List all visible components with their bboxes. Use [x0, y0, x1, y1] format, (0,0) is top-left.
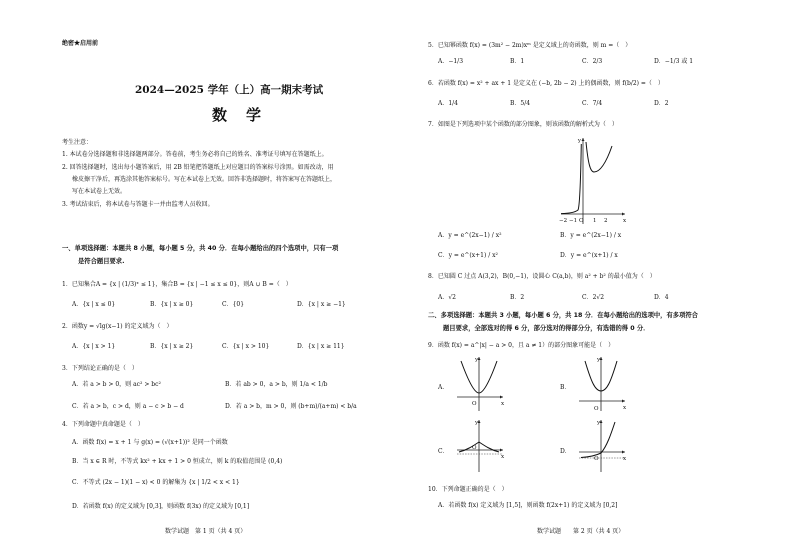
x-axis-label: x [623, 405, 627, 411]
option-c[interactable]: C．不等式 (2x − 1)(1 − x) < 0 的解集为 {x | 1/2 < x < 1} [72, 479, 240, 486]
option-a[interactable]: A．√2 [438, 294, 456, 301]
tick-label: 1 [593, 218, 597, 224]
note-item: 3. 考试结束后，将本试卷与答题卡一并由监考人员收回。 [62, 201, 214, 208]
question-5-stem: 5．已知幂函数 f(x) = (3m² − 2m)xᵐ 是定义域上的奇函数，则 m =（ ） [428, 42, 632, 49]
option-b-label[interactable]: B． [560, 384, 571, 391]
exam-title: 2024—2025 学年（上）高一期末考试 [135, 84, 324, 96]
note-item: 1. 本试卷分选择题和非选择题两部分。答卷前，考生务必将自己的姓名、准考证号填写在答题纸上。 [62, 151, 328, 158]
question-2-stem: 2．函数y = √lg(x−1) 的定义域为（ ） [62, 323, 173, 330]
x-axis-arrow [622, 400, 625, 403]
note-item: 写在本试卷上无效。 [72, 188, 127, 195]
question-8-options [438, 294, 669, 302]
option-a[interactable]: A．若 a > b > 0，则 ac² > bc² [72, 381, 161, 388]
option-d[interactable]: D．若函数 f(x) 的定义域为 [0,3]，则函数 f(3x) 的定义域为 [0,1] [72, 503, 250, 510]
x-axis-label: x [501, 401, 505, 407]
secret-label: 绝密★启用前 [62, 40, 99, 47]
option-c[interactable]: C．y = e^(x+1) / x² [438, 252, 498, 259]
question-10-stem: 10．下列命题正确的是（ ） [428, 486, 508, 493]
section2-title-line2: 题目要求，全部选对的得 6 分，部分选对的得部分分，有选错的得 0 分． [443, 325, 650, 332]
option-b[interactable]: B．若 ab > 0，a > b，则 1/a < 1/b [225, 381, 328, 388]
option-d[interactable]: D．若 a > b，m > 0，则 (b+m)/(a+m) < b/a [225, 403, 357, 410]
x-axis-label: x [623, 218, 627, 224]
section1-title-line2: 是符合题目要求. [78, 258, 125, 265]
question-4-stem: 4．下列命题中真命题是（ ） [62, 421, 144, 428]
origin-label: O [472, 401, 477, 407]
x-axis-arrow [500, 449, 503, 452]
question-1-stem: 1．已知集合A = {x | (1/3)ˣ ≤ 1}，集合B = {x | −1 ≤ x ≤ 0}，则A ∪ B =（ ） [62, 281, 292, 288]
option-b[interactable]: B．5/4 [510, 100, 531, 107]
option-a[interactable]: A．{x | x > 1} [72, 343, 116, 350]
option-d[interactable]: D．−1/3 或 1 [654, 58, 694, 65]
y-axis-arrow [582, 138, 585, 141]
question-2-options [72, 343, 345, 351]
origin-label: O [594, 456, 599, 462]
question-7-stem: 7．如图是下列选项中某个函数的部分图象，则该函数的解析式为（ ） [428, 121, 618, 128]
note-item: 橡皮擦干净后，再选涂其他答案标号。写在本试卷上无效。回答非选择题时，将答案写在答题纸上， [72, 176, 337, 183]
option-a[interactable]: A．{x | x ≤ 0} [72, 301, 116, 308]
y-axis-label: y [597, 420, 601, 426]
x-axis-arrow [622, 213, 625, 216]
curve-right-branch [586, 142, 612, 172]
notes-heading: 考生注意： [62, 139, 93, 146]
option-a[interactable]: A．y = e^(2x−1) / x² [438, 232, 502, 239]
tick-label: −2 [559, 218, 568, 224]
option-c[interactable]: C．若 a > b，c > d，则 a − c > b − d [72, 403, 184, 410]
option-b[interactable]: B．{x | x ≥ 0} [150, 301, 194, 308]
question-7-graph [557, 134, 627, 226]
question-9-stem: 9．函数 f(x) = a^|x| − a > 0，且 a ≠ 1）的部分图象可能是（ ） [428, 342, 615, 349]
option-c[interactable]: C．{x | x > 10} [222, 343, 270, 350]
option-c[interactable]: C．2√2 [582, 294, 605, 301]
question-9-graph-a[interactable] [455, 353, 505, 413]
subject-title: 数 学 [212, 106, 264, 124]
origin-label: O [594, 406, 599, 412]
origin-label: O [579, 218, 584, 224]
option-d[interactable]: D．{x | x ≥ −1} [297, 301, 346, 308]
question-6-options [438, 100, 669, 108]
question-5-options [438, 58, 693, 66]
option-a[interactable]: A．函数 f(x) = x + 1 与 g(x) = (√(x+1))² 是同一个函数 [72, 439, 228, 446]
option-d[interactable]: D．{x | x ≥ 11} [297, 343, 345, 350]
origin-label: O [472, 445, 477, 451]
y-axis-label: y [475, 420, 479, 426]
option-d[interactable]: D．2 [654, 100, 669, 107]
section1-title-line1: 一、单项选择题：本题共 8 小题，每小题 5 分，共 40 分．在每小题给出的四个选项中，只有一项 [62, 245, 339, 252]
tick-label: 2 [604, 218, 608, 224]
footer-left: 数学试题 第 1 页（共 4 页） [165, 528, 247, 535]
option-a-label[interactable]: A． [438, 384, 449, 391]
question-1-options [72, 301, 346, 309]
x-axis-label: x [623, 456, 627, 462]
option-d[interactable]: D．4 [654, 294, 669, 301]
question-9-graph-d[interactable] [577, 416, 629, 474]
option-b[interactable]: B．1 [510, 58, 525, 65]
option-c[interactable]: C．2/3 [582, 58, 603, 65]
option-a[interactable]: A．−1/3 [438, 58, 464, 65]
curve-left-branch [561, 144, 581, 214]
footer-right: 数学试题 第 2 页（共 4 页） [537, 528, 625, 535]
option-c[interactable]: C．7/4 [582, 100, 603, 107]
question-9-graph-c[interactable] [455, 416, 505, 474]
y-axis-label: y [597, 357, 601, 363]
note-item: 2. 回答选择题时，选出每小题答案后，用 2B 铅笔把答题纸上对应题目的答案标号涂黑。如需改动，用 [62, 164, 334, 171]
option-b[interactable]: B．当 x ∈ R 时，不等式 kx² + kx + 1 > 0 恒成立，则 k 的取值范围是 (0,4) [72, 458, 283, 465]
option-d[interactable]: D．y = e^(x+1) / x [560, 252, 618, 259]
tick-label: −1 [569, 218, 578, 224]
option-d-label[interactable]: D． [560, 448, 571, 455]
option-b[interactable]: B．2 [510, 294, 525, 301]
question-6-stem: 6．若函数 f(x) = x² + ax + 1 是定义在 (−b, 2b − 2) 上的偶函数，则 f(b/2) =（ ） [428, 80, 664, 87]
y-axis-label: y [475, 357, 479, 363]
question-3-stem: 3．下列结论正确的是（ ） [62, 365, 138, 372]
page-2 [397, 0, 794, 560]
option-a[interactable]: A．若函数 f(x) 定义域为 [1,5]，则函数 f(2x+1) 的定义域为 [0,2] [438, 502, 618, 509]
question-8-stem: 8．已知圆 C 过点 A(3,2)，B(0,−1)，设圆心 C(a,b)，则 a² + b² 的最小值为（ ） [428, 273, 656, 280]
option-c[interactable]: C．{0} [222, 301, 245, 308]
section2-title-line1: 二、多项选择题：本题共 3 小题，每小题 6 分，共 18 分．在每小题给出的选项中，有多项符合 [428, 312, 698, 319]
question-9-graph-b[interactable] [577, 353, 627, 413]
option-b[interactable]: B．{x | x ≥ 2} [150, 343, 194, 350]
y-axis-label: y [577, 138, 581, 144]
x-axis-arrow [500, 396, 503, 399]
option-b[interactable]: B．y = e^(2x−1) / x [560, 232, 622, 239]
option-a[interactable]: A．1/4 [438, 100, 458, 107]
x-axis-arrow [622, 451, 625, 454]
option-c-label[interactable]: C． [438, 448, 449, 455]
x-axis-label: x [501, 454, 505, 460]
